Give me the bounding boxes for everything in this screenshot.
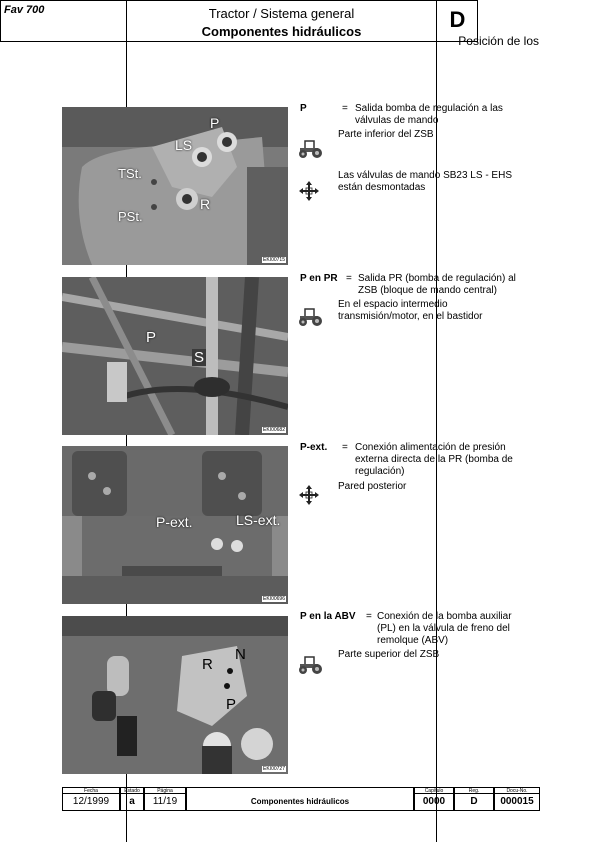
photo-code: EKI00682 — [263, 427, 285, 433]
description-line: ZSB (bloque de mando central) — [358, 285, 497, 296]
note-line: Las válvulas de mando SB23 LS - EHS — [338, 170, 512, 181]
footer-value: 12/1999 — [62, 794, 120, 811]
note-line: están desmontadas — [338, 182, 426, 193]
move-arrows-icon — [298, 180, 320, 202]
footer-value: a — [120, 794, 144, 811]
location-line: transmisión/motor, en el bastidor — [338, 311, 483, 322]
tractor-icon — [296, 307, 324, 327]
footer-label: Fecha — [62, 787, 120, 794]
move-arrows-icon — [298, 484, 320, 506]
photo-label: N — [235, 646, 246, 663]
component-term: P — [300, 103, 307, 114]
component-location: Pared posterior — [338, 481, 407, 492]
component-term: P en la ABV — [300, 611, 356, 622]
footer-label: Estado — [120, 787, 144, 794]
extra-note — [338, 170, 512, 194]
photo-label: LS-ext. — [236, 512, 281, 528]
footer-estado — [120, 787, 144, 811]
component-location — [338, 299, 483, 323]
photo-label: R — [202, 656, 213, 673]
description-line: remolque (ABV) — [377, 635, 449, 646]
footer-capitulo — [414, 787, 454, 811]
photo-code: EKI00715 — [263, 257, 285, 263]
photo-label: R — [200, 196, 211, 212]
footer-label: Reg. — [454, 787, 494, 794]
photo-label: TSt. — [118, 166, 142, 181]
description-line: Conexión alimentación de presión — [355, 442, 506, 453]
footer-docu — [494, 787, 540, 811]
photo-code: EKI00696 — [263, 596, 285, 602]
footer-value: 000015 — [494, 794, 540, 811]
title-line-1: Tractor / Sistema general — [208, 6, 355, 21]
component-photo-4 — [62, 616, 288, 774]
footer-pagina — [144, 787, 186, 811]
page-title — [127, 5, 436, 41]
footer-value: 0000 — [414, 794, 454, 811]
footer-value: 11/19 — [144, 794, 186, 811]
footer-label: Capítulo — [414, 787, 454, 794]
description-line: Conexión de la bomba auxiliar — [377, 611, 512, 622]
footer-title: Componentes hidráulicos — [186, 787, 414, 811]
component-photo-2 — [62, 277, 288, 435]
footer-label: Página — [144, 787, 186, 794]
equals-sign: = — [346, 273, 352, 284]
description-line: regulación) — [355, 466, 405, 477]
footer-fecha — [62, 787, 120, 811]
component-location: Parte inferior del ZSB — [338, 129, 434, 140]
photo-label: P — [210, 115, 220, 131]
equals-sign: = — [342, 442, 348, 453]
section-title: Posición de los — [458, 34, 539, 48]
photo-label: P — [226, 696, 237, 713]
component-description — [377, 611, 512, 647]
title-line-2: Componentes hidráulicos — [201, 24, 362, 39]
component-description — [355, 442, 513, 478]
component-description — [358, 273, 516, 297]
photo-label: S — [194, 349, 205, 366]
equals-sign: = — [342, 103, 348, 114]
location-line: En el espacio intermedio — [338, 299, 448, 310]
footer-reg — [454, 787, 494, 811]
photo-label: P-ext. — [156, 514, 193, 530]
component-term: P en PR — [300, 273, 338, 284]
component-photo-1 — [62, 107, 288, 265]
component-term: P-ext. — [300, 442, 328, 453]
chapter-letter: D — [449, 7, 466, 32]
header-box — [0, 0, 478, 42]
component-description — [355, 103, 503, 127]
description-line: Salida bomba de regulación a las — [355, 103, 503, 114]
description-line: válvulas de mando — [355, 115, 439, 126]
footer-value: D — [454, 794, 494, 811]
model-name: Fav 700 — [4, 4, 45, 16]
photo-label: PSt. — [118, 209, 143, 224]
description-line: externa directa de la PR (bomba de — [355, 454, 513, 465]
tractor-icon — [296, 655, 324, 675]
photo-code: EKI00727 — [263, 766, 285, 772]
photo-label: LS — [175, 137, 193, 153]
equals-sign: = — [366, 611, 372, 622]
description-line: Salida PR (bomba de regulación) al — [358, 273, 516, 284]
component-location: Parte superior del ZSB — [338, 649, 440, 660]
description-line: (PL) en la válvula de freno del — [377, 623, 510, 634]
component-photo-3 — [62, 446, 288, 604]
footer-table — [62, 787, 540, 811]
photo-label: P — [146, 329, 157, 346]
tractor-icon — [296, 139, 324, 159]
footer-label: Docu-No. — [494, 787, 540, 794]
